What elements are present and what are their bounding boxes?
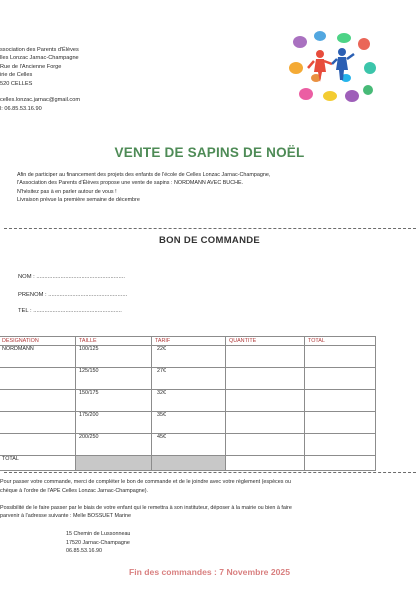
grand-total-cell[interactable] [305,456,376,471]
total-gray-cell [152,456,226,471]
association-phone: l: 06.85.53.16.90 [0,105,42,112]
total-cell[interactable] [305,412,376,434]
contact-city: 17520 Jarnac-Champagne [66,539,130,546]
size-cell: 125/150 [76,368,152,390]
intro-line: l'Association des Parents d'Élèves propose une vente de sapins : NORDMANN AVEC BUCHE. [17,180,244,187]
designation-cell: NORDMANN [0,346,76,368]
contact-street: 15 Chemin de Lussonneau [66,531,131,537]
header-designation: DESIGNATION [0,337,76,346]
association-schools: lles Lonzac Jarnac-Champagne [0,55,79,62]
firstname-field[interactable]: PRENOM : ................................................. [18,292,128,298]
phone-field[interactable]: TEL : ....................................................... [18,308,122,314]
total-cell[interactable] [305,390,376,412]
instructions-line [0,495,292,504]
association-header [0,46,80,113]
designation-cell [0,390,76,412]
table-row [0,368,376,390]
total-gray-cell [76,456,152,471]
table-row [0,390,376,412]
quantity-cell[interactable] [226,368,305,390]
price-cell: 32€ [152,390,226,412]
total-quantity-cell[interactable] [226,456,305,471]
association-email: celles.lonzac.jarnac@gmail.com [0,97,80,104]
quantity-cell[interactable] [226,390,305,412]
instructions-line: Pour passer votre commande, merci de compléter le bon de commande et de le joindre avec votre règlement (espèces ou [0,479,291,485]
size-cell: 150/175 [76,390,152,412]
association-city: 520 CELLES [0,80,33,87]
total-cell[interactable] [305,346,376,368]
association-name: ssociation des Parents d'Élèves [0,47,79,53]
table-row [0,434,376,456]
contact-phone: 06.85.53.16.90 [66,548,102,554]
order-form-title: BON DE COMMANDE [158,235,261,246]
intro-line: Afin de participer au financement des projets des enfants de l'école de Celles Lonzac Jarnac-Champagne, [17,172,271,178]
table-row [0,412,376,434]
order-deadline: Fin des commandes : 7 Novembre 2025 [129,567,290,577]
intro-line: Livraison prévue la première semaine de décembre [17,196,140,203]
designation-cell [0,368,76,390]
intro-text [17,171,270,204]
page-title: VENTE DE SAPINS DE NOËL [114,145,305,160]
designation-cell [0,434,76,456]
price-cell: 35€ [152,412,226,434]
price-cell: 22€ [152,346,226,368]
table-row [0,346,376,368]
total-cell[interactable] [305,434,376,456]
association-street: Rue de l'Ancienne Forge [0,63,62,70]
instructions-text [0,478,292,521]
total-cell[interactable] [305,368,376,390]
designation-cell [0,412,76,434]
price-cell: 45€ [152,434,226,456]
header-size: TAILLE [76,337,152,346]
instructions-line: Possibilité de le faire passer par le biais de votre enfant qui le remettra à son instituteur, déposer à la mairie ou bien à faire [0,504,292,511]
cut-line-bottom [4,472,416,473]
order-table [0,336,376,471]
table-total-row [0,456,376,471]
instructions-line: chèque à l'ordre de l'APE Celles Lonzac Jarnac-Champagne). [0,487,148,494]
size-cell: 100/125 [76,346,152,368]
table-header-row [0,337,376,346]
contact-address [66,530,130,556]
quantity-cell[interactable] [226,412,305,434]
price-cell: 27€ [152,368,226,390]
handprints-logo-image [286,28,378,106]
handprints-logo [286,28,378,106]
header-total: TOTAL [305,337,376,346]
instructions-line: parvenir à l'adresse suivante : Melle BOSSUET Marine [0,513,131,519]
quantity-cell[interactable] [226,346,305,368]
size-cell: 200/250 [76,434,152,456]
header-quantity: QUANTITE [226,337,305,346]
quantity-cell[interactable] [226,434,305,456]
association-townhall: irie de Celles [0,72,33,79]
header-price: TARIF [152,337,226,346]
name-field[interactable]: NOM : ....................................................... [18,274,125,280]
association-blank [0,88,80,96]
intro-line: N'hésitez pas à en parler autour de vous ! [17,188,117,195]
cut-line-top [4,228,416,229]
size-cell: 175/200 [76,412,152,434]
total-label: TOTAL [0,456,76,471]
